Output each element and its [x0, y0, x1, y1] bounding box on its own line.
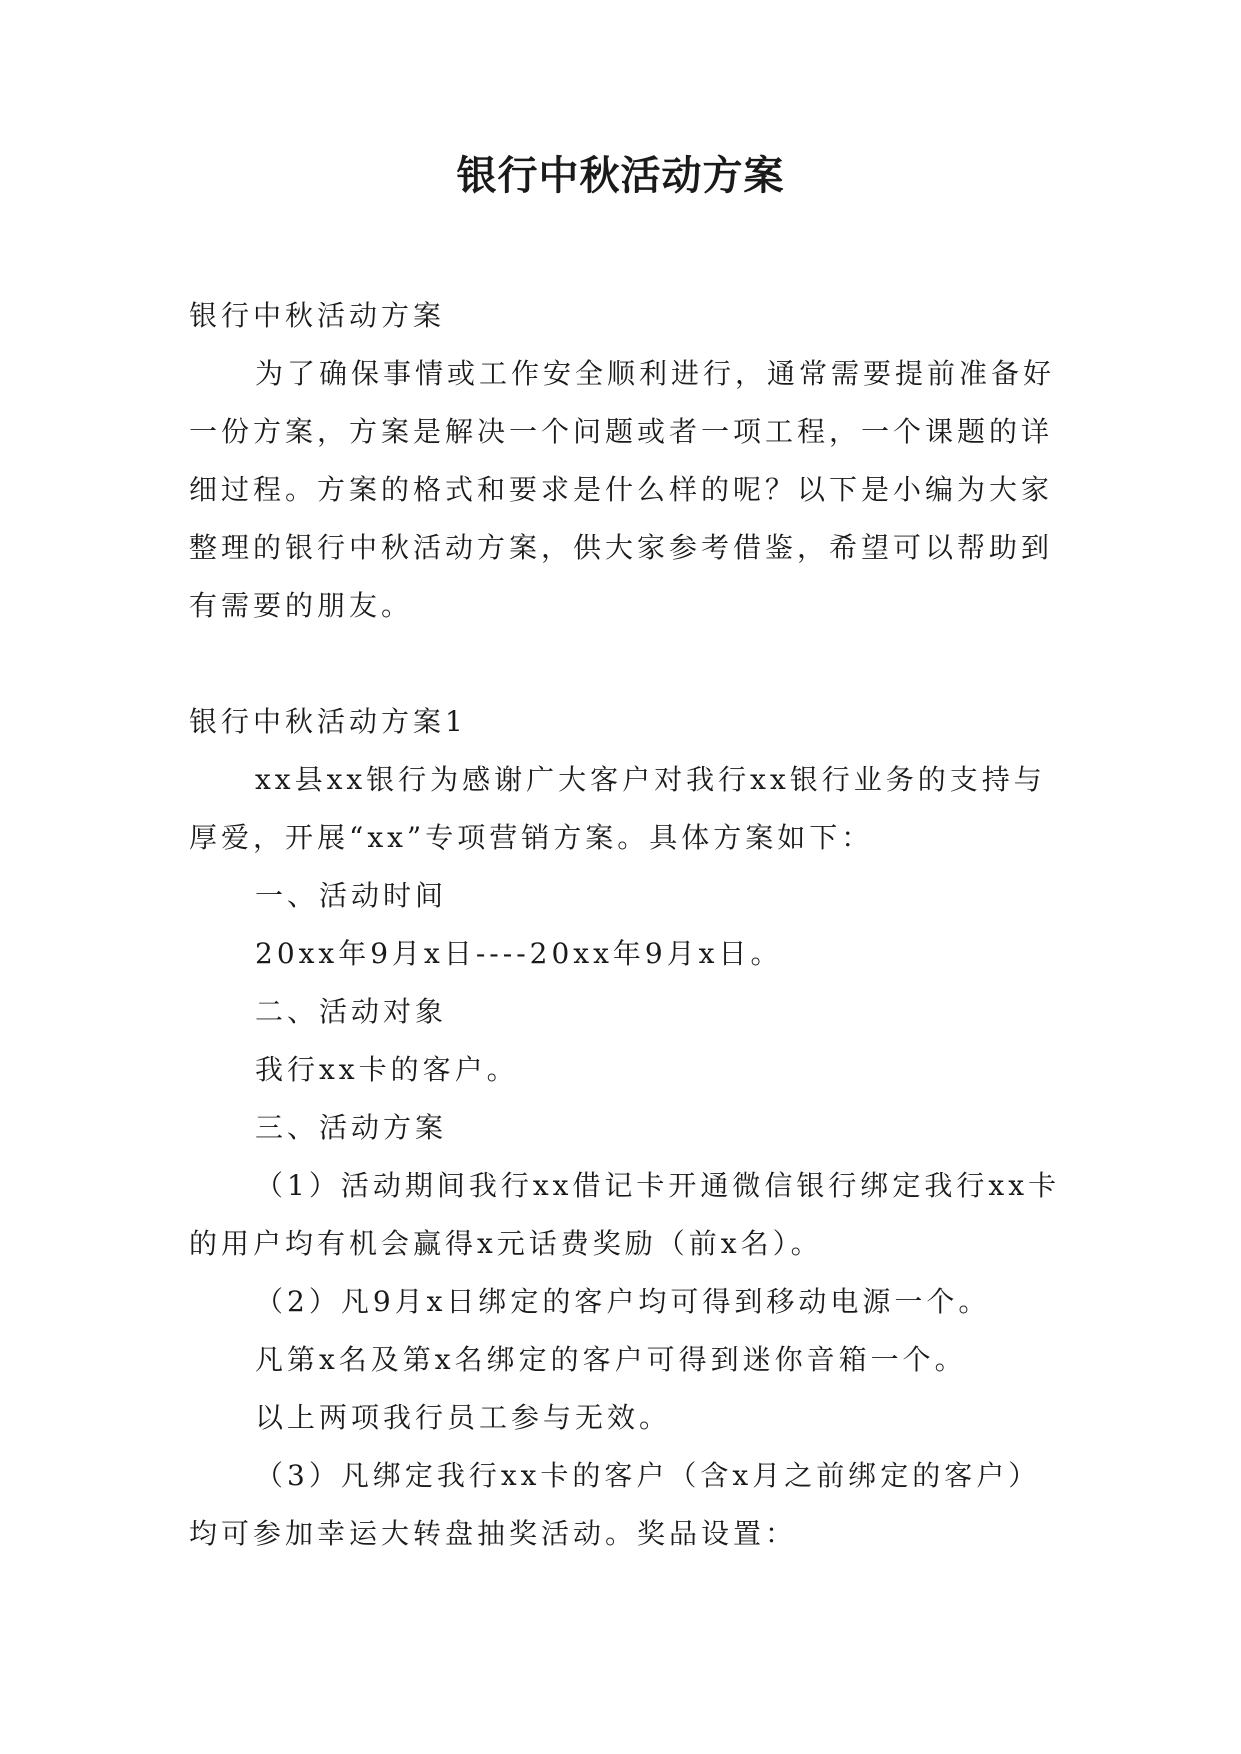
- heading-target: 二、活动对象: [255, 995, 448, 1028]
- section-heading: 银行中秋活动方案1: [189, 705, 467, 738]
- subtitle: 银行中秋活动方案: [189, 299, 446, 332]
- heading-plan: 三、活动方案: [255, 1111, 448, 1144]
- plan-item-2: （2）凡9月x日绑定的客户均可得到移动电源一个。: [255, 1285, 991, 1318]
- plan-item-2b: 凡第x名及第x名绑定的客户可得到迷你音箱一个。: [255, 1343, 967, 1376]
- document-title: 银行中秋活动方案: [456, 153, 785, 199]
- intro-paragraph: 为了确保事情或工作安全顺利进行，通常需要提前准备好一份方案，方案是解决一个问题或者一项工程，一个课题的详细过程。方案的格式和要求是什么样的呢？以下是小编为大家整理的银行中秋活动方案，供大家参考借鉴，希望可以帮助到有需要的朋友。: [189, 357, 1056, 622]
- plan-item-1: （1）活动期间我行xx借记卡开通微信银行绑定我行xx卡的用户均有机会赢得x元话费奖励（前x名）。: [189, 1169, 1060, 1260]
- target-value: 我行xx卡的客户。: [255, 1053, 519, 1086]
- time-value: 20xx年9月x日----20xx年9月x日。: [255, 937, 783, 970]
- section-gap: [189, 635, 1061, 693]
- heading-time: 一、活动时间: [255, 879, 448, 912]
- plan-item-2c: 以上两项我行员工参与无效。: [255, 1401, 672, 1434]
- document-body: [189, 287, 1061, 1563]
- plan-item-3: （3）凡绑定我行xx卡的客户（含x月之前绑定的客户）均可参加幸运大转盘抽奖活动。奖品设置：: [189, 1459, 1041, 1550]
- paragraph-1: xx县xx银行为感谢广大客户对我行xx银行业务的支持与厚爱，开展“xx”专项营销方案。具体方案如下：: [189, 763, 1046, 854]
